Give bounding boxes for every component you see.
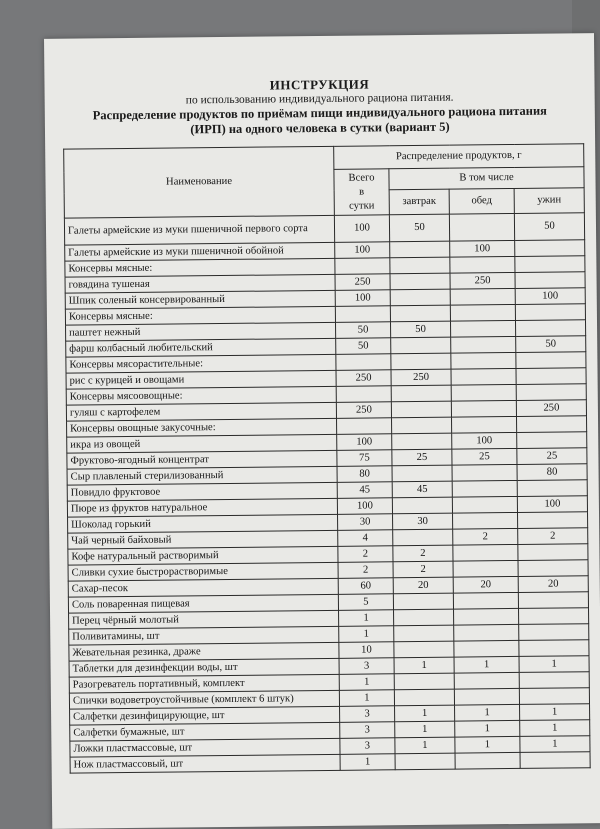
dinner-cell — [520, 752, 590, 769]
lunch-cell — [451, 400, 516, 417]
product-name-cell: Галеты армейские из муки пшеничной первого сорта — [64, 215, 334, 245]
dinner-cell — [518, 560, 588, 577]
breakfast-cell — [390, 289, 450, 306]
dinner-cell — [516, 384, 586, 401]
product-name-cell: Нож пластмассовый, шт — [70, 754, 340, 773]
total-cell: 100 — [334, 215, 389, 243]
dinner-cell: 1 — [520, 704, 590, 721]
product-name-cell: Сыр плавленый стерилизованный — [67, 466, 337, 485]
total-cell: 3 — [339, 658, 394, 675]
lunch-cell: 100 — [452, 432, 517, 449]
total-cell: 1 — [339, 674, 394, 691]
product-name-cell: Фруктово-ягодный концентрат — [67, 450, 337, 469]
total-cell: 100 — [335, 242, 390, 259]
total-cell: 5 — [338, 594, 393, 611]
lunch-cell — [450, 288, 515, 305]
product-name-cell: Салфетки бумажные, шт — [70, 722, 340, 741]
product-name-cell: Сахар-песок — [68, 578, 338, 597]
dinner-cell — [519, 672, 589, 689]
column-header-lunch: обед — [449, 188, 514, 214]
lunch-cell — [450, 256, 515, 273]
lunch-cell: 1 — [454, 656, 519, 673]
column-header-total — [334, 169, 389, 216]
breakfast-cell: 30 — [393, 513, 453, 530]
breakfast-cell — [394, 673, 454, 690]
total-cell: 3 — [340, 706, 395, 723]
lunch-cell — [449, 213, 514, 241]
product-name-cell: Пюре из фруктов натуральное — [67, 498, 337, 517]
lunch-cell: 250 — [450, 272, 515, 289]
total-cell: 1 — [339, 690, 394, 707]
lunch-cell — [451, 352, 516, 369]
product-name-cell: говядина тушеная — [65, 274, 335, 293]
column-header-breakfast: завтрак — [389, 189, 449, 215]
document-header — [44, 33, 595, 138]
group-heading-cell: Консервы овощные закусочные: — [67, 418, 337, 437]
breakfast-cell — [393, 529, 453, 546]
breakfast-cell: 50 — [390, 321, 450, 338]
lunch-cell — [454, 688, 519, 705]
product-name-cell: Разогреватель портативный, комплект — [69, 674, 339, 693]
column-header-dinner: ужин — [514, 188, 584, 214]
total-cell: 4 — [338, 530, 393, 547]
lunch-cell: 100 — [450, 240, 515, 257]
dinner-cell — [517, 432, 587, 449]
dinner-cell — [519, 688, 589, 705]
column-header-name: Наименование — [64, 146, 335, 218]
breakfast-cell: 1 — [395, 721, 455, 738]
lunch-cell — [451, 368, 516, 385]
dinner-cell — [515, 320, 585, 337]
breakfast-cell — [392, 497, 452, 514]
total-cell: 100 — [335, 290, 390, 307]
dinner-cell — [515, 256, 585, 273]
product-name-cell: Салфетки дезинфицирующие, шт — [70, 706, 340, 725]
breakfast-cell — [393, 593, 453, 610]
total-cell: 3 — [340, 738, 395, 755]
lunch-cell — [454, 640, 519, 657]
ration-table — [63, 143, 591, 773]
lunch-cell — [450, 304, 515, 321]
ration-table-body — [64, 213, 590, 773]
lunch-cell — [451, 416, 516, 433]
product-name-cell: фарш колбасный любительский — [66, 338, 336, 357]
product-name-cell: Ложки пластмассовые, шт — [70, 738, 340, 757]
lunch-cell — [454, 624, 519, 641]
total-cell: 2 — [338, 562, 393, 579]
lunch-cell — [453, 560, 518, 577]
total-cell: 100 — [337, 434, 392, 451]
product-name-cell: Спички водоветроустойчивые (комплект 6 штук) — [69, 690, 339, 709]
lunch-cell — [453, 592, 518, 609]
dinner-cell — [515, 272, 585, 289]
lunch-cell: 2 — [453, 528, 518, 545]
dinner-cell: 20 — [518, 576, 588, 593]
breakfast-cell — [394, 609, 454, 626]
dinner-cell: 50 — [514, 213, 584, 241]
dinner-cell — [515, 304, 585, 321]
breakfast-cell — [394, 641, 454, 658]
dinner-cell: 1 — [519, 656, 589, 673]
total-cell: 3 — [340, 722, 395, 739]
total-cell — [336, 386, 391, 403]
breakfast-cell — [390, 273, 450, 290]
breakfast-cell: 1 — [395, 737, 455, 754]
total-cell: 1 — [339, 626, 394, 643]
total-cell: 60 — [338, 578, 393, 595]
lunch-cell: 1 — [455, 720, 520, 737]
dinner-cell: 80 — [517, 464, 587, 481]
total-cell — [336, 354, 391, 371]
product-name-cell: Повидло фруктовое — [67, 482, 337, 501]
dinner-cell — [516, 352, 586, 369]
total-cell: 100 — [337, 498, 392, 515]
lunch-cell: 1 — [455, 736, 520, 753]
group-heading-cell: Консервы мясорастительные: — [66, 354, 336, 373]
dinner-cell — [519, 640, 589, 657]
breakfast-cell — [391, 353, 451, 370]
dinner-cell — [519, 624, 589, 641]
group-heading-cell: Консервы мясные: — [65, 258, 335, 277]
total-cell: 50 — [336, 338, 391, 355]
product-name-cell: Галеты армейские из муки пшеничной обойной — [65, 242, 335, 261]
total-cell — [335, 258, 390, 275]
dinner-cell — [517, 480, 587, 497]
lunch-cell — [451, 384, 516, 401]
document-subtitle: по использованию индивидуального рациона питания. — [185, 91, 454, 107]
lunch-cell — [452, 480, 517, 497]
dinner-cell: 50 — [516, 336, 586, 353]
document-heading-line-1: Распределение продуктов по приёмам пищи индивидуального рациона питания — [92, 103, 547, 123]
total-cell: 30 — [338, 514, 393, 531]
product-name-cell: Шпик соленый консервированный — [65, 290, 335, 309]
breakfast-cell: 1 — [395, 705, 455, 722]
dinner-cell: 250 — [516, 400, 586, 417]
lunch-cell — [454, 608, 519, 625]
lunch-cell — [455, 752, 520, 769]
total-cell: 45 — [337, 482, 392, 499]
total-cell: 50 — [335, 322, 390, 339]
breakfast-cell: 2 — [393, 545, 453, 562]
dinner-cell: 100 — [515, 288, 585, 305]
dinner-cell — [516, 368, 586, 385]
dinner-cell: 25 — [517, 448, 587, 465]
dinner-cell: 1 — [520, 720, 590, 737]
total-cell — [335, 306, 390, 323]
lunch-cell — [451, 336, 516, 353]
lunch-cell — [453, 512, 518, 529]
breakfast-cell — [390, 241, 450, 258]
total-cell: 1 — [340, 754, 395, 771]
breakfast-cell — [390, 305, 450, 322]
breakfast-cell — [391, 337, 451, 354]
product-name-cell: Сливки сухие быстрорастворимые — [68, 562, 338, 581]
breakfast-cell — [391, 385, 451, 402]
dinner-cell: 1 — [520, 736, 590, 753]
breakfast-cell — [392, 417, 452, 434]
lunch-cell — [453, 544, 518, 561]
product-name-cell: Шоколад горький — [68, 514, 338, 533]
instruction-sheet — [44, 33, 600, 829]
lunch-cell — [454, 672, 519, 689]
dinner-cell: 2 — [518, 528, 588, 545]
breakfast-cell — [394, 689, 454, 706]
breakfast-cell: 25 — [392, 449, 452, 466]
dinner-cell — [518, 592, 588, 609]
product-name-cell: Чай черный байховый — [68, 530, 338, 549]
total-cell: 75 — [337, 450, 392, 467]
dinner-cell: 100 — [517, 496, 587, 513]
total-cell: 250 — [336, 370, 391, 387]
breakfast-cell: 45 — [392, 481, 452, 498]
total-cell: 1 — [339, 610, 394, 627]
breakfast-cell: 250 — [391, 369, 451, 386]
lunch-cell — [450, 320, 515, 337]
product-name-cell: икра из овощей — [67, 434, 337, 453]
breakfast-cell — [392, 433, 452, 450]
dinner-cell — [518, 512, 588, 529]
product-name-cell: Кофе натуральный растворимый — [68, 546, 338, 565]
lunch-cell: 25 — [452, 448, 517, 465]
total-cell: 250 — [336, 402, 391, 419]
dinner-cell — [518, 544, 588, 561]
breakfast-cell — [394, 625, 454, 642]
breakfast-cell — [395, 753, 455, 770]
lunch-cell: 1 — [455, 704, 520, 721]
group-heading-cell: Консервы мясные: — [65, 306, 335, 325]
total-cell: 80 — [337, 466, 392, 483]
breakfast-cell — [390, 257, 450, 274]
product-name-cell: Жевательная резинка, драже — [69, 642, 339, 661]
product-name-cell: рис с курицей и овощами — [66, 370, 336, 389]
product-name-cell: Поливитамины, шт — [69, 626, 339, 645]
product-name-cell: Таблетки для дезинфекции воды, шт — [69, 658, 339, 677]
column-header-including: В том числе — [389, 167, 584, 190]
breakfast-cell: 2 — [393, 561, 453, 578]
product-name-cell: Перец чёрный молотый — [69, 610, 339, 629]
total-cell: 250 — [335, 274, 390, 291]
lunch-cell — [452, 464, 517, 481]
product-name-cell: Соль поваренная пищевая — [68, 594, 338, 613]
document-heading-line-2: (ИРП) на одного человека в сутки (вариант 5) — [190, 119, 450, 136]
column-header-distribution: Распределение продуктов, г — [334, 144, 584, 170]
total-cell — [337, 418, 392, 435]
product-name-cell: гуляш с картофелем — [66, 402, 336, 421]
dinner-cell — [519, 608, 589, 625]
breakfast-cell: 50 — [389, 214, 449, 242]
total-cell: 2 — [338, 546, 393, 563]
group-heading-cell: Консервы мясоовощные: — [66, 386, 336, 405]
total-header-line: Всего — [348, 171, 375, 184]
lunch-cell: 20 — [453, 576, 518, 593]
breakfast-cell — [392, 465, 452, 482]
dinner-cell — [516, 416, 586, 433]
breakfast-cell: 1 — [394, 657, 454, 674]
breakfast-cell: 20 — [393, 577, 453, 594]
document-title: ИНСТРУКЦИЯ — [269, 76, 370, 93]
total-header-line: в — [359, 186, 365, 198]
total-cell: 10 — [339, 642, 394, 659]
total-header-line: сутки — [349, 199, 375, 212]
dinner-cell — [515, 240, 585, 257]
breakfast-cell — [391, 401, 451, 418]
product-name-cell: паштет нежный — [66, 322, 336, 341]
lunch-cell — [452, 496, 517, 513]
